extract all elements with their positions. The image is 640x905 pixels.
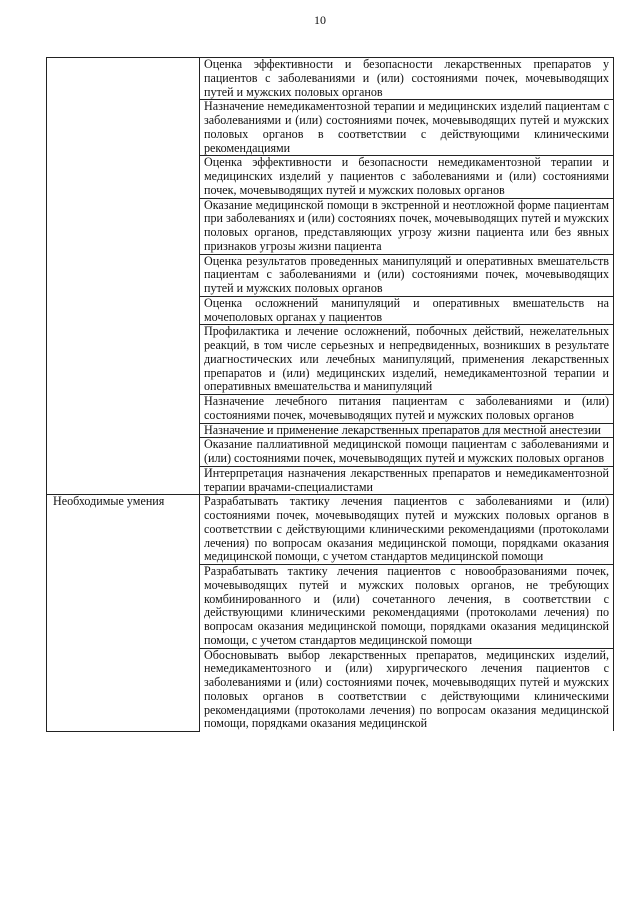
function-description-cell: Разрабатывать тактику лечения пациентов с заболеваниями и (или) состояниями почек, мочевыводящих путей и мужских половых органов в соответствии с действующими клиническими рекомендациями (протоколами лечения) по вопросам оказания медицинской помощи, порядками оказания медицинской помощи, с учетом стандартов медицинской помощи [200, 495, 614, 565]
function-description-cell: Оценка эффективности и безопасности немедикаментозной терапии и медицинских изделий у пациентов с заболеваниями и (или) состояниями почек, мочевыводящих путей и мужских половых органов [200, 156, 614, 198]
section-label-cell [47, 58, 200, 495]
table-row [47, 58, 614, 100]
function-description-cell: Назначение и применение лекарственных препаратов для местной анестезии [200, 423, 614, 438]
function-description-cell: Оказание паллиативной медицинской помощи пациентам с заболеваниями и (или) состояниями почек, мочевыводящих путей и мужских половых органов [200, 438, 614, 467]
function-description-cell: Разрабатывать тактику лечения пациентов с новообразованиями почек, мочевыводящих путей и мужских половых органов, не требующих комбинированного и (или) сочетанного лечения, в соответствии с действующими клиническими рекомендациями (протоколами лечения) по вопросам оказания медицинской помощи, порядками оказания медицинской помощи, с учетом стандартов медицинской помощи [200, 565, 614, 649]
function-description-cell: Профилактика и лечение осложнений, побочных действий, нежелательных реакций, в том числе серьезных и непредвиденных, возникших в результате диагностических или лечебных манипуляций, применения лекарственных препаратов и (или) медицинских изделий, немедикаментозной терапии и оперативных вмешательства и манипуляций [200, 325, 614, 395]
function-description-cell: Оценка результатов проведенных манипуляций и оперативных вмешательств пациентам с заболеваниями и (или) состояниями почек, мочевыводящих путей и мужских половых органов [200, 254, 614, 296]
function-description-cell: Интерпретация назначения лекарственных препаратов и немедикаментозной терапии врачами-специалистами [200, 466, 614, 495]
function-description-cell: Оценка осложнений манипуляций и оперативных вмешательств на мочеполовых органах у пациентов [200, 296, 614, 325]
competency-table [46, 57, 614, 732]
page-number: 10 [314, 13, 326, 27]
function-description-cell: Оказание медицинской помощи в экстренной и неотложной форме пациентам при заболеваниях и (или) состояниях почек, мочевыводящих путей и мужских половых органов, представляющих угрозу жизни пациента или без явных признаков угрозы жизни пациента [200, 198, 614, 254]
table-body [47, 58, 614, 732]
function-description-cell: Оценка эффективности и безопасности лекарственных препаратов у пациентов с заболеваниями и (или) состояниями почек, мочевыводящих путей и мужских половых органов [200, 58, 614, 100]
table-row [47, 495, 614, 565]
function-description-cell: Назначение немедикаментозной терапии и медицинских изделий пациентам с заболеваниями и (или) состояниями почек, мочевыводящих путей и мужских половых органов в соответствии с действующими клиническими рекомендациями [200, 100, 614, 156]
section-label-cell: Необходимые умения [47, 495, 200, 731]
function-description-cell: Назначение лечебного питания пациентам с заболеваниями и (или) состояниями почек, мочевыводящих путей и мужских половых органов [200, 395, 614, 424]
function-description-cell: Обосновывать выбор лекарственных препаратов, медицинских изделий, немедикаментозного и (или) хирургического лечения пациентов с заболеваниями и (или) состояниями почек, мочевыводящих путей и мужских половых органов в соответствии с действующими клиническими рекомендациями (протоколами лечения) по вопросам оказания медицинской помощи, порядками оказания медицинской [200, 648, 614, 731]
